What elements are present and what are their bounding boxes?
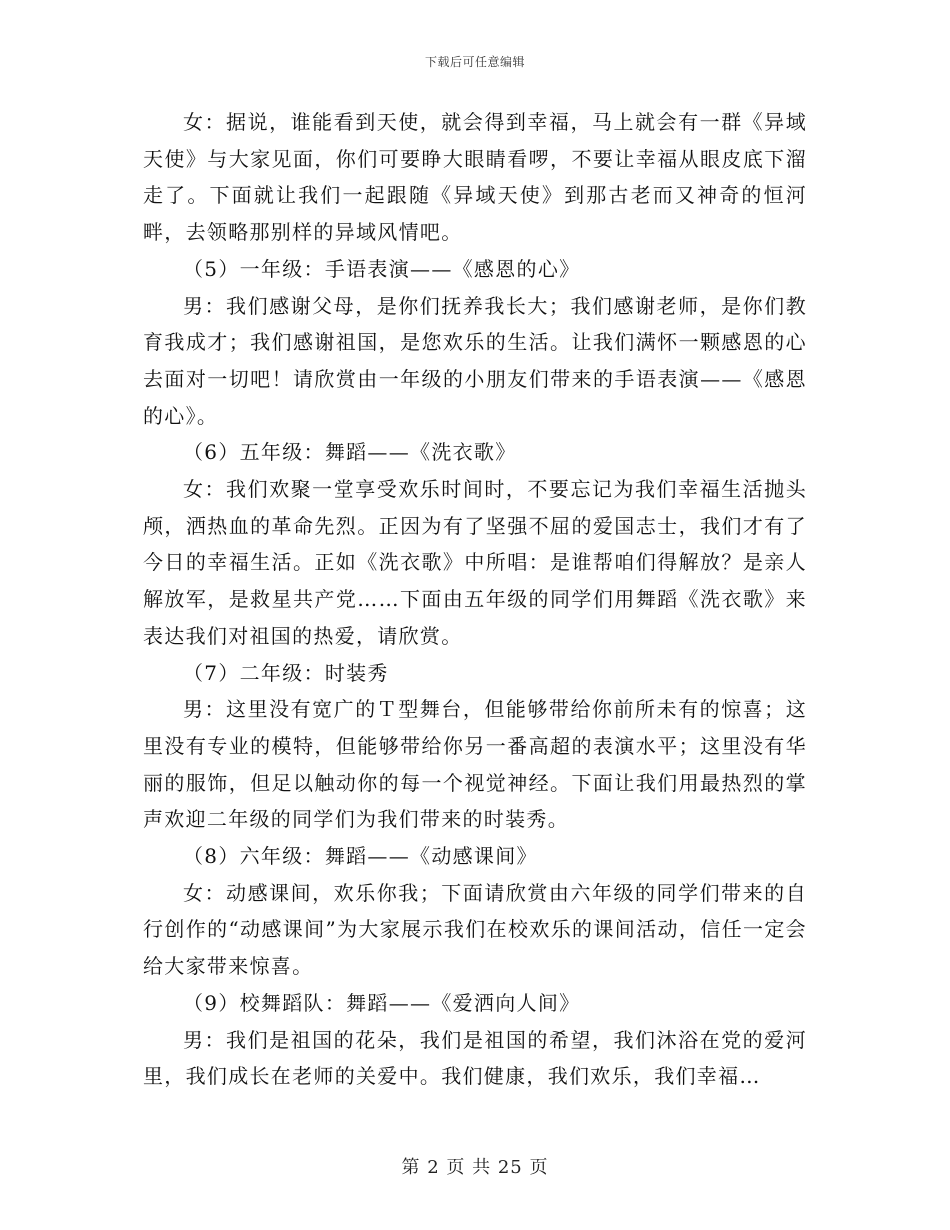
program-item-8-heading: （8）六年级：舞蹈——《动感课间》 [183, 844, 538, 869]
document-body [143, 104, 807, 1095]
program-item-5-heading: （5）一年级：手语表演——《感恩的心》 [183, 256, 581, 281]
program-item-7-heading: （7）二年级：时装秀 [183, 660, 389, 685]
paragraph-xi-yi-ge: 女：我们欢聚一堂享受欢乐时间时，不要忘记为我们幸福生活抛头颅，洒热血的革命先烈。正因为有了坚强不屈的爱国志士，我们才有了今日的幸福生活。正如《洗衣歌》中所唱：是谁帮咱们得解放？是亲人解放军，是救星共产党……下面由五年级的同学们用舞蹈《洗衣歌》来表达我们对祖国的热爱，请欣赏。 [143, 477, 807, 648]
page-number-footer: 第 2 页 共 25 页 [401, 1157, 549, 1178]
paragraph-gan-en-de-xin: 男：我们感谢父母，是你们抚养我长大；我们感谢老师，是你们教育我成才；我们感谢祖国，是您欢乐的生活。让我们满怀一颗感恩的心去面对一切吧！请欣赏由一年级的小朋友们带来的手语表演——《感恩的心》。 [143, 293, 807, 428]
program-item-9-heading: （9）校舞蹈队：舞蹈——《爱洒向人间》 [183, 990, 581, 1015]
program-item-6-heading: （6）五年级：舞蹈——《洗衣歌》 [183, 440, 517, 465]
paragraph-intro-yiyu-tianshi: 女：据说，谁能看到天使，就会得到幸福，马上就会有一群《异域天使》与大家见面，你们可要睁大眼睛看啰，不要让幸福从眼皮底下溜走了。下面就让我们一起跟随《异域天使》到那古老而又神奇的恒河畔，去领略那别样的异域风情吧。 [143, 110, 807, 245]
paragraph-ai-sa-xiang-ren-jian: 男：我们是祖国的花朵，我们是祖国的希望，我们沐浴在党的爱河里，我们成长在老师的关爱中。我们健康，我们欢乐，我们幸福… [143, 1027, 807, 1089]
page-header: 下载后可任意编辑 [424, 55, 525, 69]
paragraph-fashion-show: 男：这里没有宽广的Ｔ型舞台，但能够带给你前所未有的惊喜；这里没有专业的模特，但能够带给你另一番高超的表演水平；这里没有华丽的服饰，但足以触动你的每一个视觉神经。下面让我们用最热烈的掌声欢迎二年级的同学们为我们带来的时装秀。 [143, 697, 807, 832]
paragraph-dong-gan-ke-jian: 女：动感课间，欢乐你我；下面请欣赏由六年级的同学们带来的自行创作的“动感课间”为大家展示我们在校欢乐的课间活动，信任一定会给大家带来惊喜。 [143, 880, 807, 979]
